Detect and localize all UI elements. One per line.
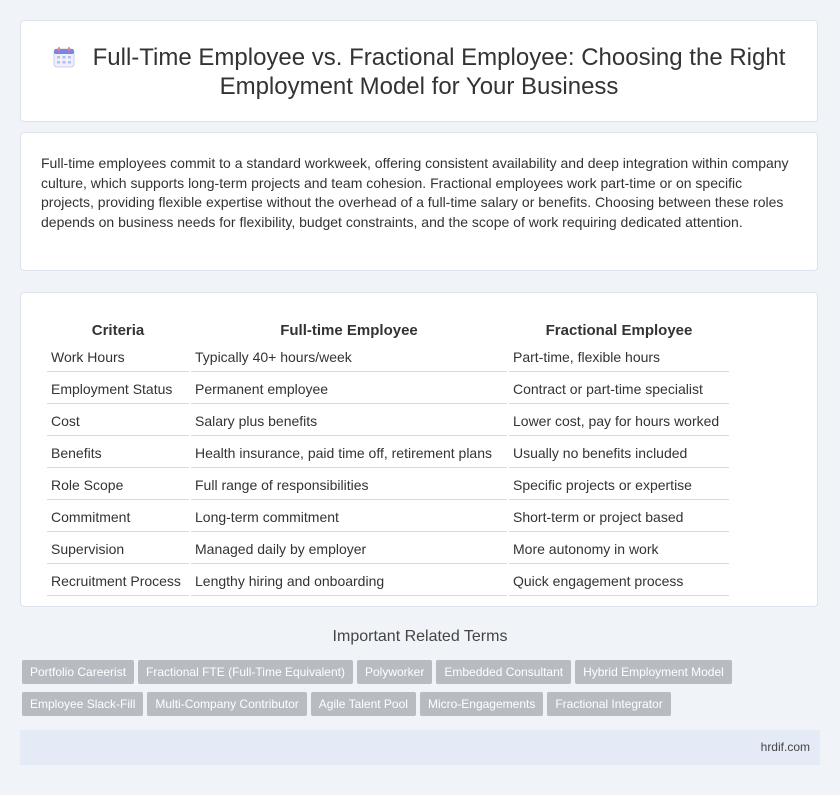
title-card	[20, 20, 818, 122]
header-criteria: Criteria	[91, 321, 145, 339]
header-full-time: Full-time Employee	[280, 321, 418, 339]
cell-fractional: More autonomy in work	[509, 534, 729, 564]
cell-fractional: Contract or part-time specialist	[509, 374, 729, 404]
related-terms-list	[22, 660, 822, 724]
cell-criteria: Role Scope	[47, 470, 189, 500]
cell-full-time: Long-term commitment	[191, 502, 507, 532]
related-term-tag[interactable]: Portfolio Careerist	[22, 660, 134, 684]
table-row	[47, 438, 729, 468]
table-row	[47, 342, 729, 372]
table-row	[47, 470, 729, 500]
comparison-card	[20, 292, 818, 607]
cell-fractional: Quick engagement process	[509, 566, 729, 596]
header-fractional: Fractional Employee	[545, 321, 693, 339]
page-title	[21, 43, 817, 101]
cell-criteria: Benefits	[47, 438, 189, 468]
cell-fractional: Specific projects or expertise	[509, 470, 729, 500]
table-row	[47, 502, 729, 532]
footer	[20, 730, 820, 765]
table-row	[47, 566, 729, 596]
cell-full-time: Typically 40+ hours/week	[191, 342, 507, 372]
related-term-tag[interactable]: Fractional FTE (Full-Time Equivalent)	[138, 660, 353, 684]
related-term-tag[interactable]: Agile Talent Pool	[311, 692, 416, 716]
cell-full-time: Lengthy hiring and onboarding	[191, 566, 507, 596]
table-header-row	[47, 317, 729, 340]
comparison-table	[45, 315, 731, 598]
table-row	[47, 374, 729, 404]
cell-full-time: Health insurance, paid time off, retirement plans	[191, 438, 507, 468]
cell-criteria: Supervision	[47, 534, 189, 564]
cell-fractional: Short-term or project based	[509, 502, 729, 532]
related-term-tag[interactable]: Embedded Consultant	[436, 660, 571, 684]
table-row	[47, 534, 729, 564]
related-term-tag[interactable]: Hybrid Employment Model	[575, 660, 732, 684]
cell-criteria: Work Hours	[47, 342, 189, 372]
cell-fractional: Usually no benefits included	[509, 438, 729, 468]
cell-full-time: Full range of responsibilities	[191, 470, 507, 500]
cell-criteria: Employment Status	[47, 374, 189, 404]
related-term-tag[interactable]: Employee Slack-Fill	[22, 692, 143, 716]
cell-criteria: Commitment	[47, 502, 189, 532]
cell-criteria: Cost	[47, 406, 189, 436]
intro-card	[20, 132, 818, 271]
related-term-tag[interactable]: Polyworker	[357, 660, 432, 684]
related-term-tag[interactable]: Micro-Engagements	[420, 692, 543, 716]
calendar-icon	[53, 46, 75, 68]
cell-full-time: Salary plus benefits	[191, 406, 507, 436]
intro-paragraph: Full-time employees commit to a standard workweek, offering consistent availability and deep integration within company culture, which supports long-term projects and team cohesion. Fractional employees work part-time or on specific projects, providing flexible expertise without the overhead of a full-time salary or benefits. Choosing between these roles depends on business needs for flexibility, budget constraints, and the scope of work requiring dedicated attention.	[41, 155, 789, 230]
footer-site-link[interactable]: hrdif.com	[760, 740, 810, 754]
cell-criteria: Recruitment Process	[47, 566, 189, 596]
cell-fractional: Lower cost, pay for hours worked	[509, 406, 729, 436]
page-title-text: Full-Time Employee vs. Fractional Employee: Choosing the Right Employment Model for Your Business	[92, 44, 786, 100]
related-term-tag[interactable]: Multi-Company Contributor	[147, 692, 306, 716]
related-terms-heading: Important Related Terms	[332, 628, 508, 645]
table-row	[47, 406, 729, 436]
cell-fractional: Part-time, flexible hours	[509, 342, 729, 372]
cell-full-time: Permanent employee	[191, 374, 507, 404]
related-term-tag[interactable]: Fractional Integrator	[547, 692, 670, 716]
cell-full-time: Managed daily by employer	[191, 534, 507, 564]
